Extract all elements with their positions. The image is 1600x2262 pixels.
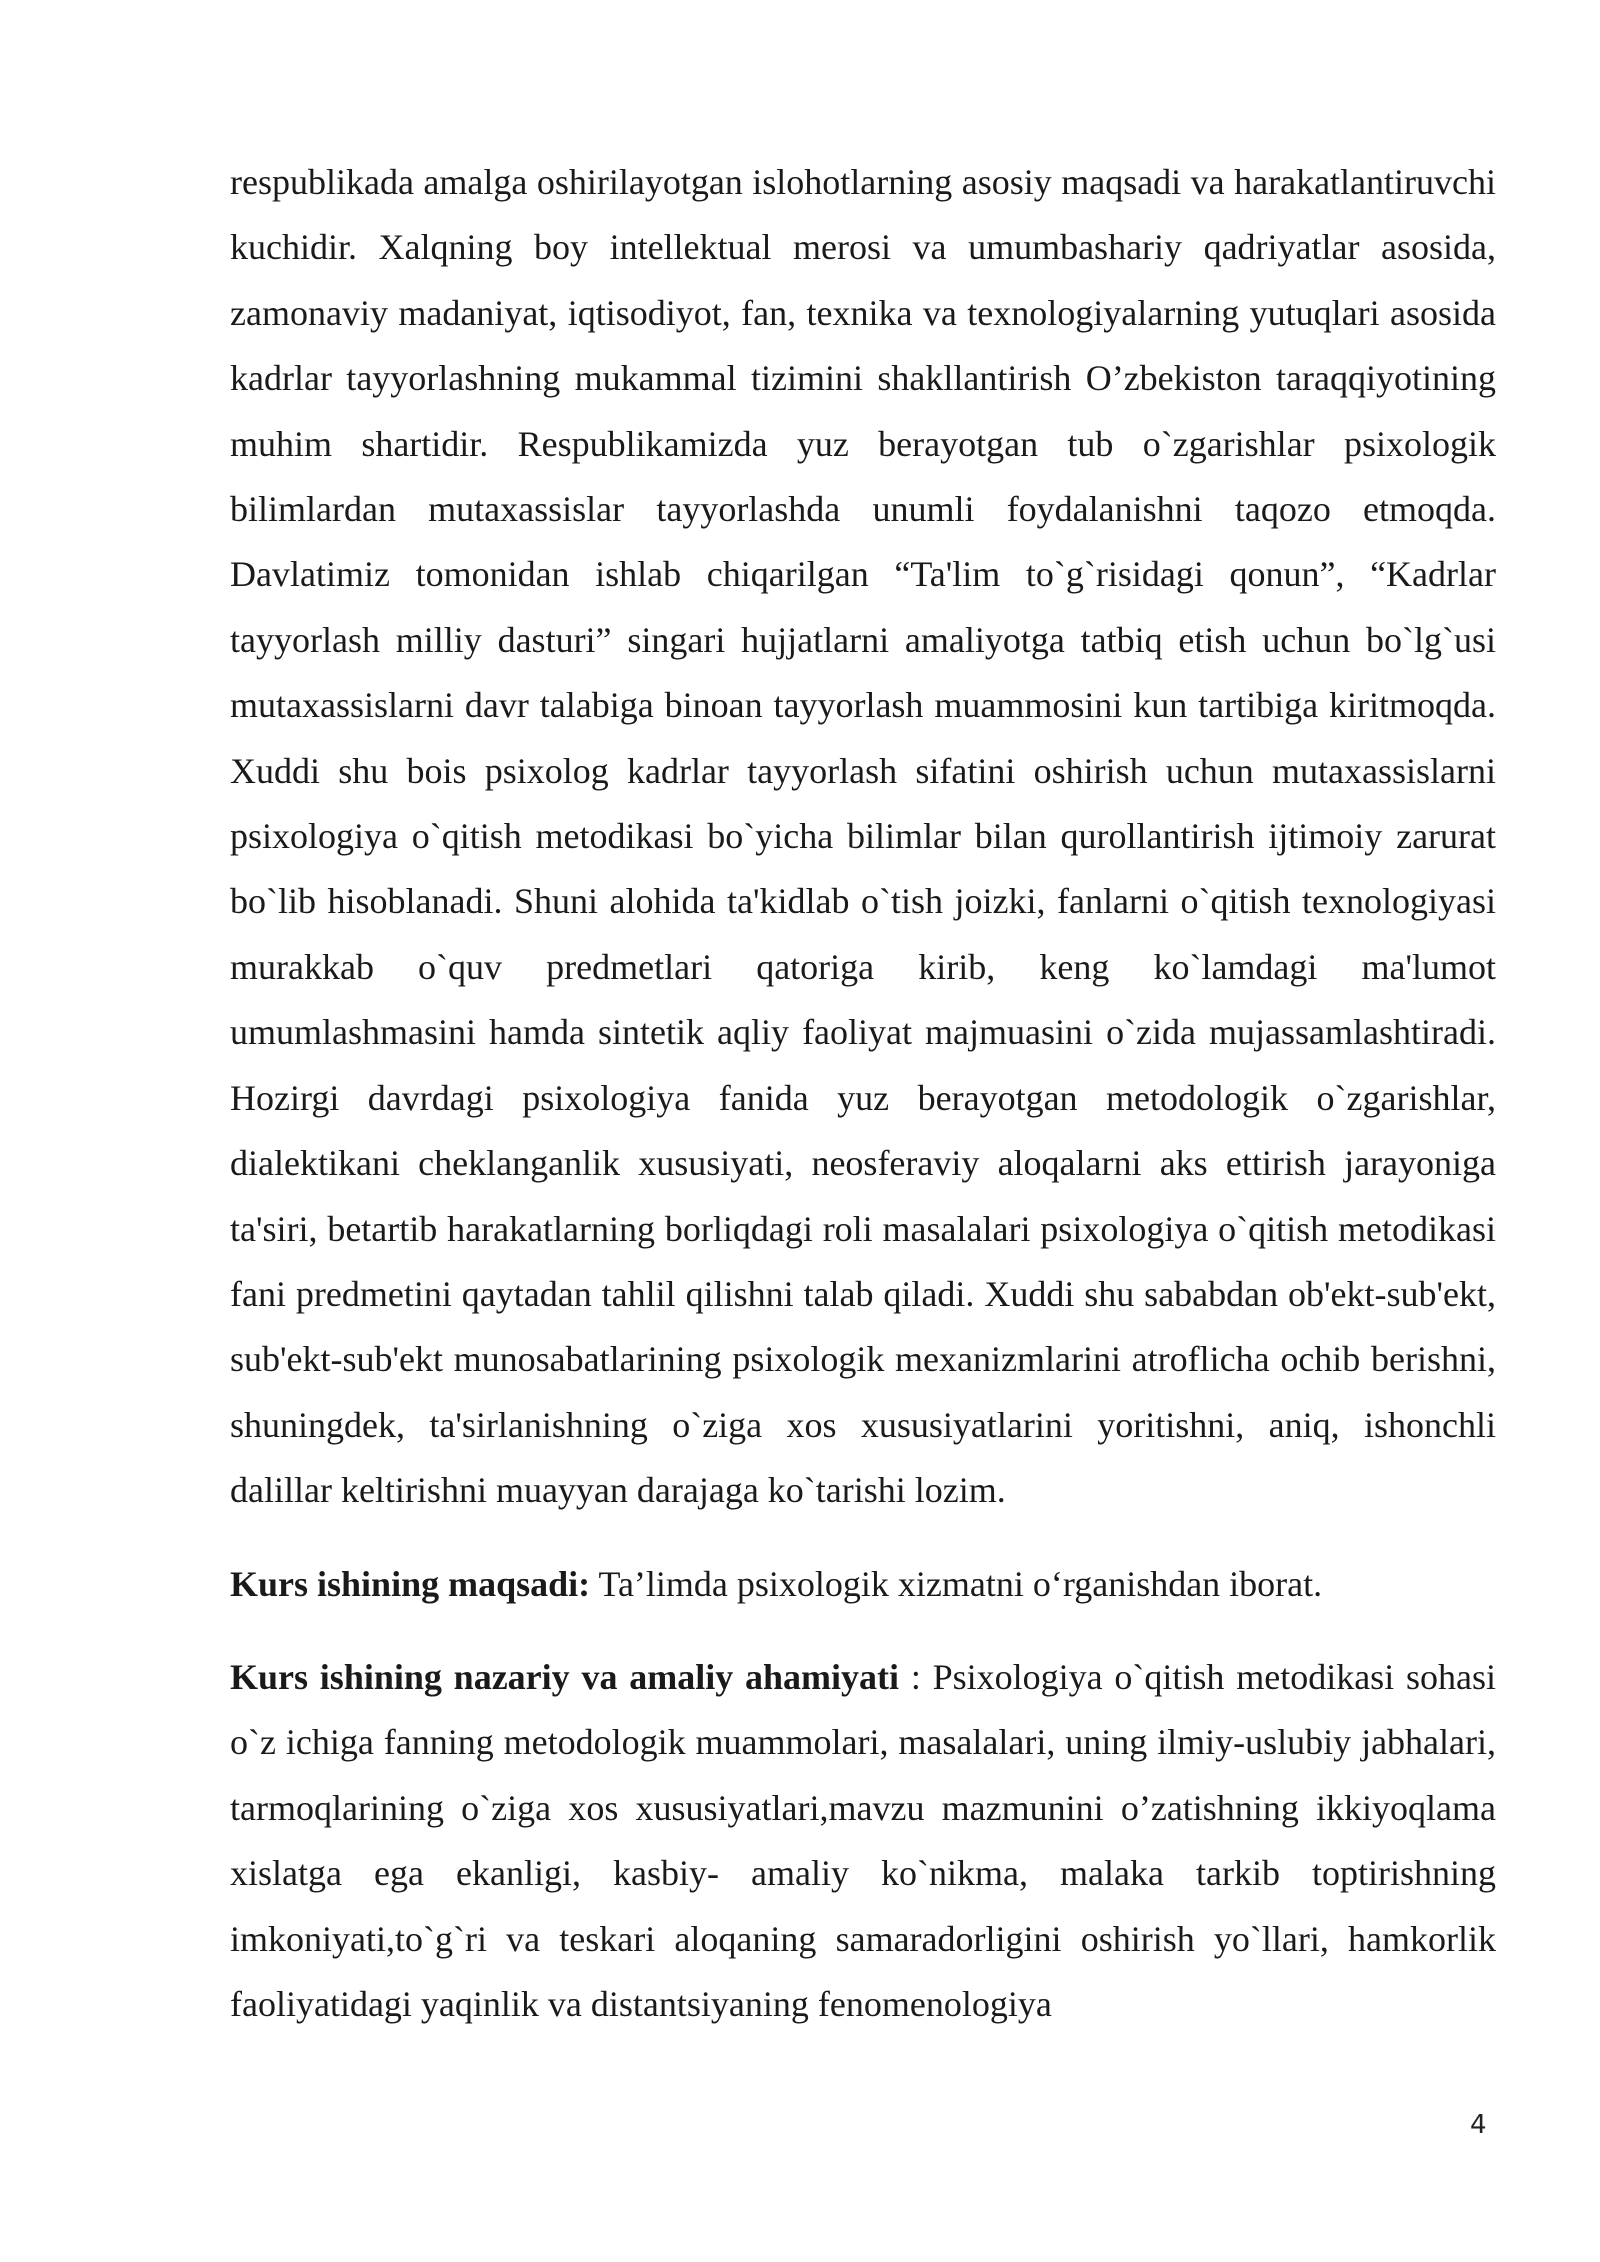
course-significance-text: : Psixologiya o`qitish metodikasi sohasi o`z ichiga fanning metodologik muammolari, masalalari, uning ilmiy-uslubiy jabhalari, tarmoqlarining o`ziga xos xususiyatlari,mavzu mazmunini o’zatishning ikkiyoqlama xislatga ega ekanligi, kasbiy- amaliy ko`nikma, malaka tarkib toptirishning imkoniyati,to`g`ri va teskari aloqaning samaradorligini oshirish yo`llari, hamkorlik faoliyatidagi yaqinlik va distantsiyaning fenomenologiya [230, 1656, 1496, 2024]
course-significance-paragraph [230, 1645, 1496, 2037]
intro-paragraph-text: respublikada amalga oshirilayotgan islohotlarning asosiy maqsadi va harakatlantiruvchi kuchidir. Xalqning boy intellektual merosi va umumbashariy qadriyatlar asosida, zamonaviy madaniyat, iqtisodiyot, fan, texnika va texnologiyalarning yutuqlari asosida kadrlar tayyorlashning mukammal tizimini shakllantirish O’zbekiston taraqqiyotining muhim shartidir. Respublikamizda yuz berayotgan tub o`zgarishlar psixologik bilimlardan mutaxassislar tayyorlashda unumli foydalanishni taqozo etmoqda. Davlatimiz tomonidan ishlab chiqarilgan “Ta'lim to`g`risidagi qonun”, “Kadrlar tayyorlash milliy dasturi” singari hujjatlarni amaliyotga tatbiq etish uchun bo`lg`usi mutaxassislarni davr talabiga binoan tayyorlash muammosini kun tartibiga kiritmoqda. Xuddi shu bois psixolog kadrlar tayyorlash sifatini oshirish uchun mutaxassislarni psixologiya o`qitish metodikasi bo`yicha bilimlar bilan qurollantirish ijtimoiy zarurat bo`lib hisoblanadi. Shuni alohida ta'kidlab o`tish joizki, fanlarni o`qitish texnologiyasi murakkab o`quv predmetlari qatoriga kirib, keng ko`lamdagi ma'lumot umumlashmasini hamda sintetik aqliy faoliyat majmuasini o`zida mujassamlashtiradi. Hozirgi davrdagi psixologiya fanida yuz berayotgan metodologik o`zgarishlar, dialektikani cheklanganlik xususiyati, neosferaviy aloqalarni aks ettirish jarayoniga ta'siri, betartib harakatlarning borliqdagi roli masalalari psixologiya o`qitish metodikasi fani predmetini qaytadan tahlil qilishni talab qiladi. Xuddi shu sababdan ob'ekt-sub'ekt, sub'ekt-sub'ekt munosabatlarining psixologik mexanizmlarini atroflicha ochib berishni, shuningdek, ta'sirlanishning o`ziga xos xususiyatlarini yoritishni, aniq, ishonchli dalillar keltirishni muayyan darajaga ko`tarishi lozim. [230, 162, 1496, 1511]
page-number: 4 [1470, 2110, 1487, 2140]
course-significance-label: Kurs ishining nazariy va amaliy ahamiyati [230, 1656, 900, 1697]
course-goal-text: Ta’limda psixologik xizmatni o‘rganishdan iborat. [590, 1563, 1323, 1604]
course-goal-paragraph [230, 1552, 1496, 1617]
page-body [230, 150, 1496, 2037]
course-goal-label: Kurs ishining maqsadi: [230, 1563, 591, 1604]
intro-paragraph [230, 150, 1496, 1524]
